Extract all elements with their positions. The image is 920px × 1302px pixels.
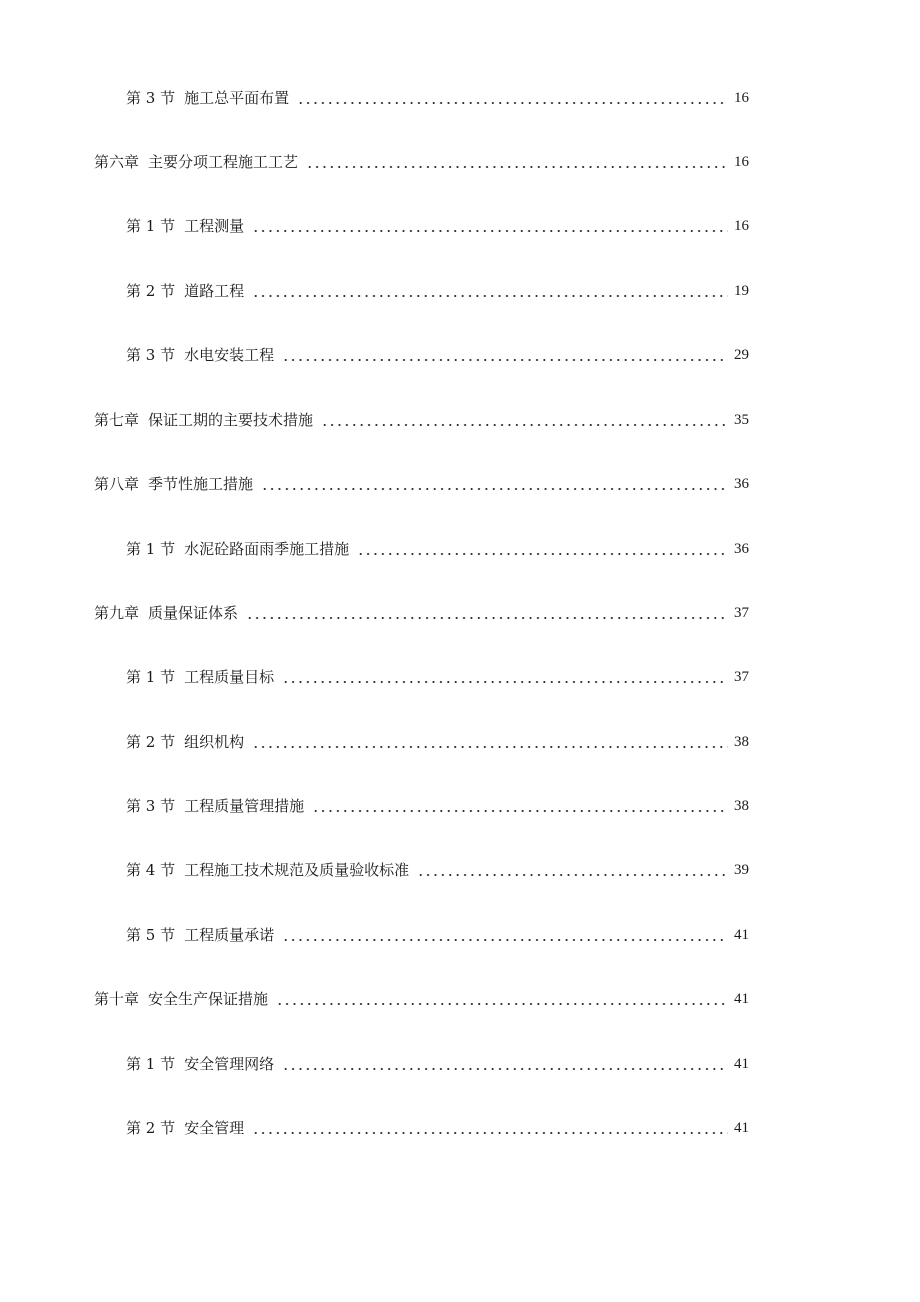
entry-page-number: 41 <box>734 1056 749 1072</box>
toc-entry-chapter[interactable] <box>94 987 749 1011</box>
dot-leader <box>252 279 728 303</box>
dot-leader <box>306 150 728 174</box>
entry-number: 第八章 <box>94 475 140 493</box>
dot-leader <box>297 86 728 110</box>
entry-page-number: 29 <box>734 347 749 363</box>
entry-title: 施工总平面布置 <box>184 89 290 107</box>
dot-leader <box>357 537 728 561</box>
toc-entry-chapter[interactable] <box>94 472 749 496</box>
entry-page-number: 41 <box>734 1120 749 1136</box>
entry-title: 道路工程 <box>184 282 245 300</box>
entry-number: 第九章 <box>94 604 140 622</box>
entry-page-number: 16 <box>734 218 749 234</box>
dot-leader <box>312 794 728 818</box>
entry-number: 第七章 <box>94 411 140 429</box>
toc-entry-chapter[interactable] <box>94 150 749 174</box>
dot-leader <box>321 408 728 432</box>
dot-leader <box>246 601 728 625</box>
entry-title: 水电安装工程 <box>184 346 275 364</box>
entry-title: 安全管理网络 <box>184 1055 275 1073</box>
dot-leader <box>282 665 728 689</box>
entry-number: 第 5 节 <box>126 926 176 944</box>
entry-number: 第 3 节 <box>126 797 176 815</box>
dot-leader <box>261 472 728 496</box>
toc-entry-section[interactable] <box>126 923 749 947</box>
entry-title: 保证工期的主要技术措施 <box>148 411 314 429</box>
entry-number: 第 4 节 <box>126 861 176 879</box>
dot-leader <box>276 987 728 1011</box>
toc-entry-section[interactable] <box>126 537 749 561</box>
entry-number: 第六章 <box>94 153 140 171</box>
entry-page-number: 36 <box>734 541 749 557</box>
entry-page-number: 39 <box>734 862 749 878</box>
toc-entry-chapter[interactable] <box>94 408 749 432</box>
entry-title: 安全生产保证措施 <box>148 990 269 1008</box>
entry-title: 主要分项工程施工工艺 <box>148 153 299 171</box>
entry-page-number: 38 <box>734 734 749 750</box>
dot-leader <box>417 858 728 882</box>
entry-number: 第十章 <box>94 990 140 1008</box>
entry-title: 工程质量承诺 <box>184 926 275 944</box>
toc-entry-chapter[interactable] <box>94 601 749 625</box>
entry-number: 第 3 节 <box>126 346 176 364</box>
entry-title: 组织机构 <box>184 733 245 751</box>
dot-leader <box>282 923 728 947</box>
toc-entry-section[interactable] <box>126 1116 749 1140</box>
dot-leader <box>252 214 728 238</box>
toc-entry-section[interactable] <box>126 86 749 110</box>
entry-page-number: 35 <box>734 412 749 428</box>
toc-entry-section[interactable] <box>126 858 749 882</box>
entry-title: 质量保证体系 <box>148 604 239 622</box>
dot-leader <box>282 343 728 367</box>
entry-title: 安全管理 <box>184 1119 245 1137</box>
entry-page-number: 37 <box>734 669 749 685</box>
dot-leader <box>252 1116 728 1140</box>
entry-title: 工程质量管理措施 <box>184 797 305 815</box>
toc-entry-section[interactable] <box>126 279 749 303</box>
entry-title: 工程施工技术规范及质量验收标准 <box>184 861 410 879</box>
entry-number: 第 1 节 <box>126 540 176 558</box>
entry-number: 第 2 节 <box>126 1119 176 1137</box>
entry-title: 季节性施工措施 <box>148 475 254 493</box>
entry-page-number: 19 <box>734 283 749 299</box>
entry-number: 第 2 节 <box>126 733 176 751</box>
entry-title: 工程测量 <box>184 217 245 235</box>
entry-number: 第 1 节 <box>126 1055 176 1073</box>
dot-leader <box>252 730 728 754</box>
entry-page-number: 41 <box>734 927 749 943</box>
toc-entry-section[interactable] <box>126 730 749 754</box>
entry-page-number: 41 <box>734 991 749 1007</box>
entry-title: 水泥砼路面雨季施工措施 <box>184 540 350 558</box>
entry-page-number: 38 <box>734 798 749 814</box>
entry-number: 第 1 节 <box>126 668 176 686</box>
entry-number: 第 3 节 <box>126 89 176 107</box>
entry-page-number: 36 <box>734 476 749 492</box>
toc-entry-section[interactable] <box>126 1052 749 1076</box>
entry-page-number: 16 <box>734 154 749 170</box>
toc-entry-section[interactable] <box>126 665 749 689</box>
entry-page-number: 16 <box>734 90 749 106</box>
toc-entry-section[interactable] <box>126 214 749 238</box>
toc-entry-section[interactable] <box>126 343 749 367</box>
toc-entry-section[interactable] <box>126 794 749 818</box>
entry-title: 工程质量目标 <box>184 668 275 686</box>
dot-leader <box>282 1052 728 1076</box>
entry-number: 第 2 节 <box>126 282 176 300</box>
entry-page-number: 37 <box>734 605 749 621</box>
entry-number: 第 1 节 <box>126 217 176 235</box>
